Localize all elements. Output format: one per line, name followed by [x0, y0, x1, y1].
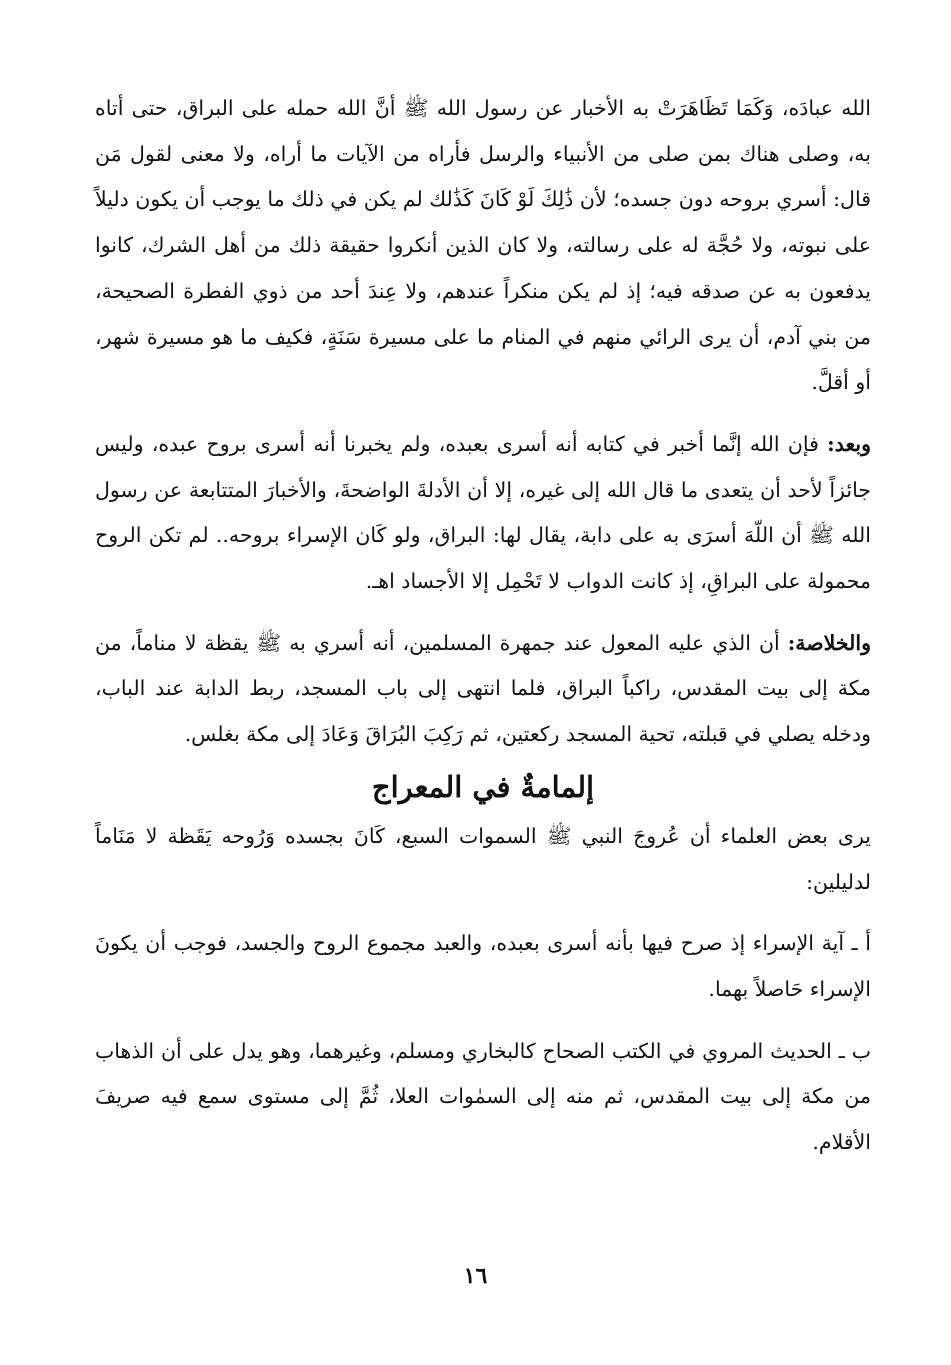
paragraph-wa-baad [95, 422, 871, 605]
paragraph-text-summary: أن الذي عليه المعول عند جمهرة المسلمين، أنه أسري به ﷺ يقظة لا مناماً، من مكة إلى بيت المقدس، راكباً البراق، فلما انتهى إلى باب المسجد، ربط الدابة عند الباب، ودخله يصلي في قبلته، تحية المسجد ركعتين، ثم رَكِبَ البُرَاقَ وَعَادَ إلى مكة بغلس. [95, 630, 871, 747]
paragraph-miraj-intro: يرى بعض العلماء أن عُروجَ النبي ﷺ السموات السبع، كَانَ بجسده وَرُوحه يَقَظة لا مَنَاماً لدليلين: [95, 823, 871, 894]
paragraph-point-a: أ ـ آية الإسراء إذ صرح فيها بأنه أسرى بعبده، والعبد مجموع الروح والجسد، فوجب أن يكونَ الإسراء حَاصلاً بهما. [95, 931, 871, 1001]
section-heading: إلمامةٌ في المعراج [371, 769, 595, 804]
paragraph-lead-wa-baad: وبعد: [827, 431, 871, 456]
paragraph-point-b: ب ـ الحديث المروي في الكتب الصحاح كالبخاري ومسلم، وغيرهما، وهو يدل على أن الذهاب من مكة إلى بيت المقدس، ثم منه إلى السمٰوات العلا، ثُمَّ إلى مستوى سمع فيه صريفَ الأقلام. [95, 1038, 871, 1155]
paragraph-isra-body: الله عبادَه، وَكَمَا تَظَاهَرَتْ به الأخبار عن رسول الله ﷺ أنَّ الله حمله على البراق، حتى أتاه به، وصلى هناك بمن صلى من الأنبياء والرسل فأراه من الآيات ما أراه، ولا معنى لقول مَن قال: أسري بروحه دون جسده؛ لأن ذَٰلِكَ لَوْ كَانَ كَذَٰلك لم يكن في ذلك ما يوجب أن يكون دليلاً على نبوته، ولا حُجَّة له على رسالته، ولا كان الذين أنكروا حقيقة ذلك من أهل الشرك، كانوا يدفعون به عن صدقه فيه؛ إذ لم يكن منكراً عندهم، ولا عِندَ أحد من ذوي الفطرة الصحيحة، من بني آدم، أن يرى الرائي منهم في المنام ما على مسيرة سَنَةٍ، فكيف ما هو مسيرة شهر، أو أقلَّ. [95, 96, 871, 395]
paragraph-text-wa-baad: فإن الله إنَّما أخبر في كتابه أنه أسرى بعبده، ولم يخبرنا أنه أسرى بروح عبده، وليس جائزاً لأحد أن يتعدى ما قال الله إلى غيره، إلا أن الأدلةَ الواضحةَ، والأخبارَ المتتابعة عن رسول الله ﷺ أن اللّهَ أسرَى به على دابة، يقال لها: البراق، ولو كَان الإسراء بروحه.. لم تكن الروح محمولة على البراقِ، إذ كانت الدواب لا تَحْمِل إلا الأجساد اهـ. [95, 431, 871, 594]
paragraph-spacer [95, 605, 871, 621]
paragraph-spacer [95, 1013, 871, 1029]
paragraph-summary [95, 621, 871, 758]
paragraph-lead-summary: والخلاصة: [787, 630, 871, 655]
document-page [95, 86, 871, 1166]
paragraph-spacer [95, 406, 871, 422]
paragraph-spacer [95, 905, 871, 921]
page-number: ١٦ [463, 1263, 488, 1289]
